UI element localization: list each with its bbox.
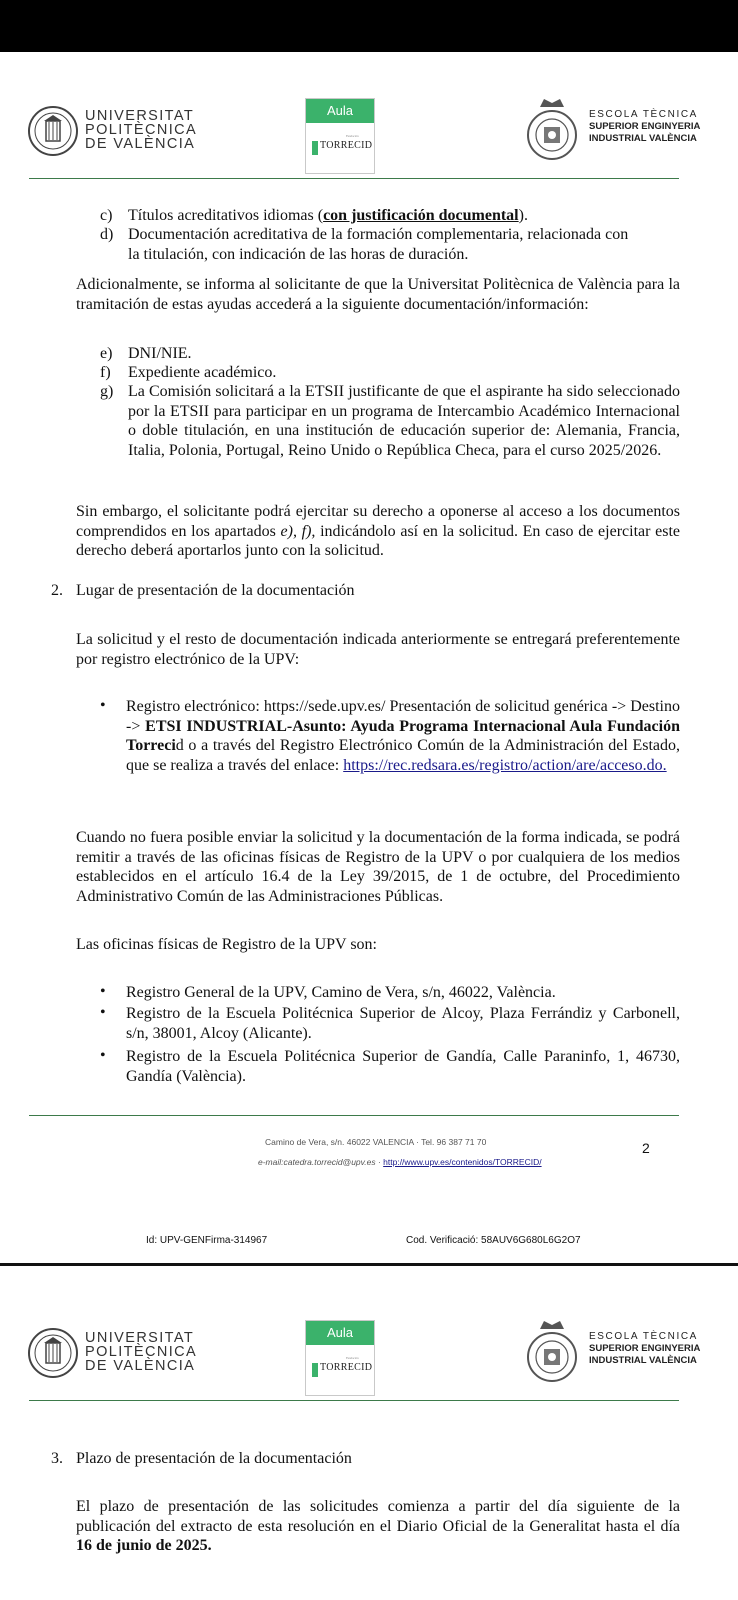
upv-logo — [27, 1325, 198, 1385]
paragraph-solicitud: La solicitud y el resto de documentación indicada anteriormente se entregará preferentemente por registro electrónico de la UPV: — [76, 631, 680, 668]
torrecid-mark-icon — [312, 1363, 318, 1377]
paragraph-oficinas: Las oficinas físicas de Registro de la UPV son: — [76, 936, 377, 953]
bullet-icon: • — [100, 1047, 106, 1064]
section-3-title: Plazo de presentación de la documentación — [76, 1450, 352, 1467]
header-rule — [29, 1400, 679, 1401]
upv-logo-text: UNIVERSITAT POLITÈCNICA DE VALÈNCIA — [85, 1330, 198, 1374]
rec-redsara-link[interactable]: https://rec.redsara.es/registro/action/are/acceso.do. — [343, 756, 667, 774]
header-rule — [29, 178, 679, 179]
etsii-logo-text: ESCOLA TÈCNICA SUPERIOR ENGINYERIA INDUSTRIAL VALÈNCIA — [589, 109, 701, 144]
etsii-seal-icon — [524, 95, 580, 167]
upv-logo-text: UNIVERSITAT POLITÈCNICA DE VALÈNCIA — [85, 108, 198, 152]
aula-label: Aula — [306, 1321, 374, 1345]
bold-underline-text: con justificación documental — [323, 207, 519, 224]
paragraph-plazo: El plazo de presentación de las solicitudes comienza a partir del día siguiente de la publicación del extracto de esta resolución en el Diario Oficial de la Generalitat hasta el día 16 de junio de 2025. — [76, 1498, 680, 1554]
torrecid-label: TORRECID — [320, 140, 373, 151]
bullet-icon: • — [100, 1004, 106, 1021]
footer-address: Camino de Vera, s/n. 46022 VALENCIA · Tel. 96 387 71 70 — [265, 1137, 487, 1147]
page-header — [0, 103, 738, 213]
aula-label: Aula — [306, 99, 374, 123]
upv-logo — [27, 103, 198, 163]
paragraph-cuando: Cuando no fuera posible enviar la solicitud y la documentación de la forma indicada, se podrá remitir a través de las oficinas físicas de Registro de la UPV o por cualquiera de los medios establecidos en el artículo 16.4 de la Ley 39/2015, de 1 de octubre, del Procedimiento Administrativo Común de las Administraciones Públicas. — [76, 829, 680, 905]
paragraph-sin-embargo: Sin embargo, el solicitante podrá ejercitar su derecho a oponerse al acceso a los documentos comprendidos en los apartados e), f), indicándolo así en la solicitud. En caso de ejercitar este derecho deberá aportarlos junto con la solicitud. — [76, 503, 681, 559]
bullet-icon: • — [100, 983, 106, 1000]
page-number: 2 — [642, 1140, 650, 1156]
document-id: Id: UPV-GENFirma-314967 — [146, 1235, 268, 1246]
torrecid-small-label: Fundación — [346, 1356, 359, 1360]
section-2-number: 2. — [51, 582, 63, 599]
top-black-bar — [0, 0, 738, 52]
bullet-icon: • — [100, 697, 106, 714]
torrecid-mark-icon — [312, 141, 318, 155]
bullet-registro-electronico: Registro electrónico: https://sede.upv.es/ Presentación de solicitud genérica -> Destino -> ETSI INDUSTRIAL-Asunto: Ayuda Programa Internacional Aula Fundación Torrecid o a través del Registro Electrónico Común de la Administración del Estado, que se realiza a través del enlace: https://rec.redsara.es/registro/action/are/acceso.do. — [126, 698, 680, 774]
upv-seal-icon — [27, 105, 79, 157]
list-item-oficina: Registro de la Escuela Politécnica Superior de Alcoy, Plaza Ferrándiz y Carbonell, s/n, 38001, Alcoy (Alicante). — [126, 1005, 680, 1042]
etsii-logo — [524, 95, 714, 171]
verification-code: Cod. Verificació: 58AUV6G680L6G2O7 — [406, 1235, 581, 1246]
etsii-logo — [524, 1317, 714, 1393]
section-3-number: 3. — [51, 1450, 63, 1467]
list-item-oficina: Registro General de la UPV, Camino de Vera, s/n, 46022, València. — [126, 984, 556, 1001]
page-header — [0, 1325, 738, 1435]
upv-seal-icon — [27, 1327, 79, 1379]
etsii-logo-text: ESCOLA TÈCNICA SUPERIOR ENGINYERIA INDUSTRIAL VALÈNCIA — [589, 1331, 701, 1366]
footer-rule — [29, 1115, 679, 1116]
aula-torrecid-logo — [305, 98, 375, 174]
torrecid-label: TORRECID — [320, 1362, 373, 1373]
page-separator — [0, 1263, 738, 1266]
footer-contact: e-mail:catedra.torrecid@upv.es · http://www.upv.es/contenidos/TORRECID/ — [258, 1157, 542, 1167]
paragraph-adicional: Adicionalmente, se informa al solicitante de que la Universitat Politècnica de València para la tramitación de estas ayudas accederá a la siguiente documentación/información: — [76, 276, 680, 313]
etsii-seal-icon — [524, 1317, 580, 1389]
aula-torrecid-logo — [305, 1320, 375, 1396]
torrecid-small-label: Fundación — [346, 134, 359, 138]
list-item-oficina: Registro de la Escuela Politécnica Superior de Gandía, Calle Paraninfo, 1, 46730, Gandía (València). — [126, 1048, 680, 1085]
torrecid-web-link[interactable]: http://www.upv.es/contenidos/TORRECID/ — [383, 1157, 542, 1167]
section-2-title: Lugar de presentación de la documentación — [76, 582, 355, 599]
